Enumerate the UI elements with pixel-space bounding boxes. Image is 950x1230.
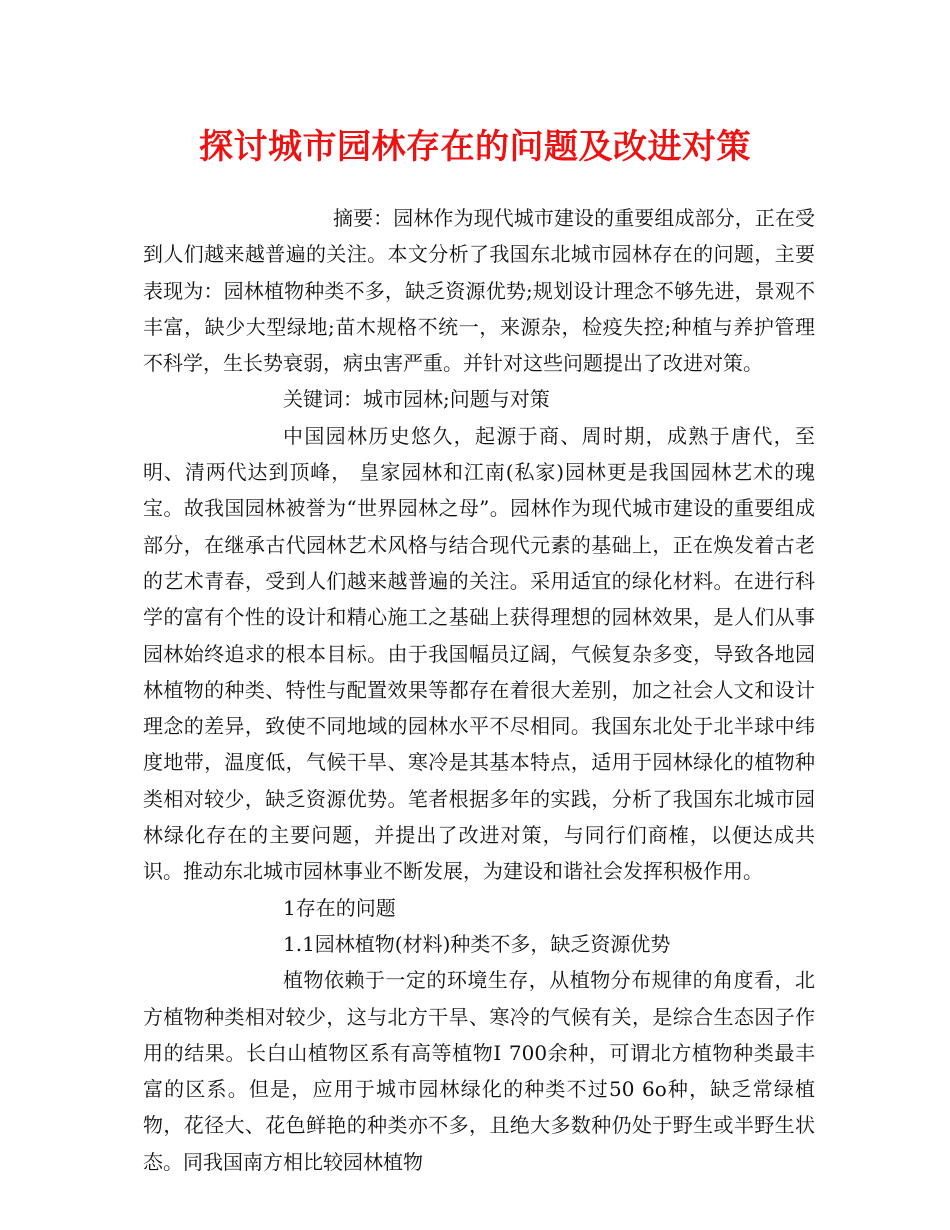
intro-paragraph: 中国园林历史悠久，起源于商、周时期，成熟于唐代，至明、清两代达到顶峰， 皇家园林和江南(私家)园林更是我国园林艺术的瑰宝。故我国园林被誉为“世界园林之母”。园林作为现代城市建设的重要组成部分，在继承古代园林艺术风格与结合现代元素的基础上，正在焕发着古老的艺术青春，受到人们越来越普遍的关注。采用适宜的绿化材料。在进行科学的富有个性的设计和精心施工之基础上获得理想的园林效果，是人们从事园林始终追求的根本目标。由于我国幅员辽阔，气候复杂多变，导致各地园林植物的种类、特性与配置效果等都存在着很大差别，加之社会人文和设计理念的差异，致使不同地域的园林水平不尽相同。我国东北处于北半球中纬度地带，温度低，气候干旱、寒冷是其基本特点，适用于园林绿化的植物种类相对较少，缺乏资源优势。笔者根据多年的实践，分析了我国东北城市园林绿化存在的主要问题，并提出了改进对策，与同行们商榷，以便达成共识。推动东北城市园林事业不断发展，为建设和谐社会发挥积极作用。 [143,423,815,884]
keywords-line: 关键词：城市园林;问题与对策 [283,387,550,412]
section-heading-1-1: 1.1园林植物(材料)种类不多，缺乏资源优势 [283,931,671,956]
document-title: 探讨城市园林存在的问题及改进对策 [199,127,751,167]
abstract-paragraph: 摘要：园林作为现代城市建设的重要组成部分，正在受到人们越来越普遍的关注。本文分析了我国东北城市园林存在的问题，主要表现为：园林植物种类不多，缺乏资源优势;规划设计理念不够先进，景观不丰富，缺少大型绿地;苗木规格不统一，来源杂，检疫失控;种植与养护管理不科学，生长势衰弱，病虫害严重。并针对这些问题提出了改进对策。 [143,206,815,376]
document-body [143,200,815,1180]
section-1-1-paragraph: 植物依赖于一定的环境生存，从植物分布规律的角度看，北方植物种类相对较少，这与北方干旱、寒冷的气候有关，是综合生态因子作用的结果。长白山植物区系有高等植物Ⅰ 700余种，可谓北方植物种类最丰富的区系。但是，应用于城市园林绿化的种类不过50 6o种，缺乏常绿植物，花径大、花色鲜艳的种类亦不多，且绝大多数种仍处于野生或半野生状态。同我国南方相比较园林植物 [143,968,815,1174]
section-heading-1: 1存在的问题 [283,895,396,920]
